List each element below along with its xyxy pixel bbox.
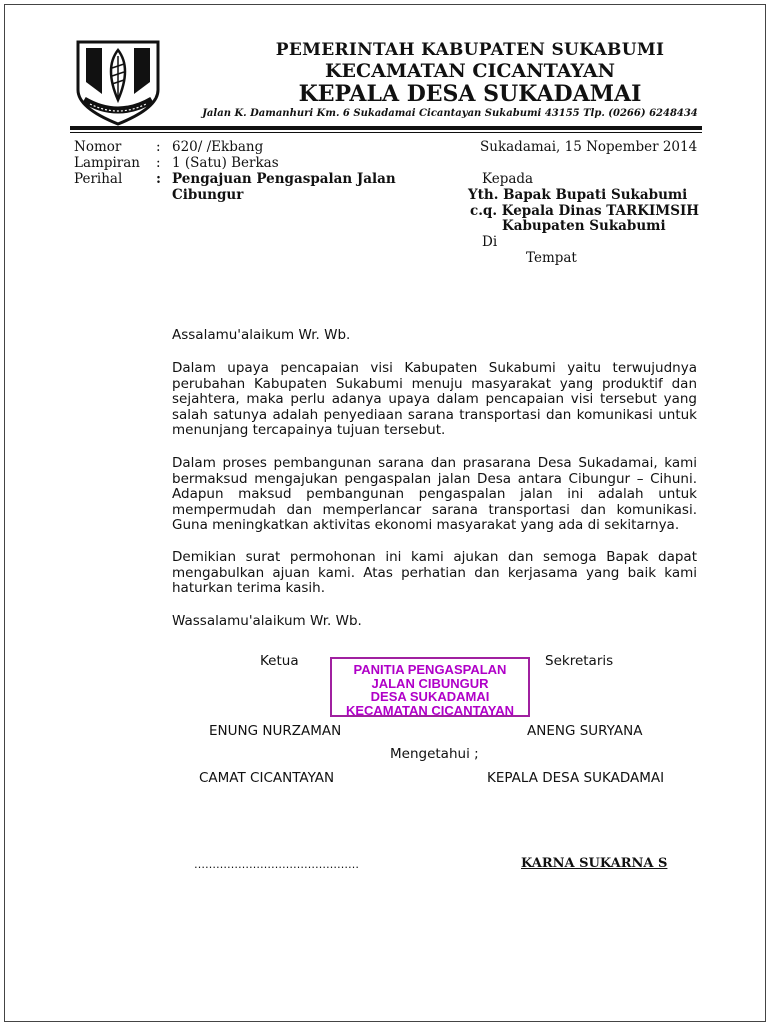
recipient-cq: c.q. Kepala Dinas TARKIMSIH xyxy=(470,203,700,219)
camat-signature-blank: ……………………………………… xyxy=(194,858,359,871)
nomor-label: Nomor xyxy=(74,139,122,155)
sekretaris-title: Sekretaris xyxy=(545,653,614,669)
lampiran-value: 1 (Satu) Berkas xyxy=(172,155,279,171)
camat-title: CAMAT CICANTAYAN xyxy=(199,770,335,786)
letterhead-address: Jalan K. Damanhuri Km. 6 Sukadamai Cicantayan Sukabumi 43155 Tlp. (0266) 6248434 xyxy=(202,108,698,119)
recipient-kepada: Kepada xyxy=(482,171,534,187)
committee-stamp xyxy=(330,657,530,717)
letterhead-district: KECAMATAN CICANTAYAN xyxy=(324,60,615,82)
recipient-di: Di xyxy=(482,234,498,250)
recipient-tempat: Tempat xyxy=(526,250,577,266)
letterhead-rule-thick xyxy=(70,126,702,130)
letterhead-government: PEMERINTAH KABUPATEN SUKABUMI xyxy=(275,40,665,60)
paragraph-1: Dalam upaya pencapaian visi Kabupaten Sukabumi yaitu terwujudnya perubahan Kabupaten Sukabumi menuju masyarakat yang produktif dan sejahtera, maka perlu adanya upaya dalam pencapaian visi tersebut yang salah satunya adalah penyediaan sarana transportasi dan komunikasi untuk menunjang tercapainya tujuan tersebut. xyxy=(172,360,697,438)
mengetahui-label: Mengetahui ; xyxy=(390,746,479,762)
stamp-line2: JALAN CIBUNGUR xyxy=(371,675,489,691)
perihal-label: Perihal xyxy=(74,171,123,187)
stamp-line4: KECAMATAN CICANTAYAN xyxy=(345,702,515,718)
letterhead xyxy=(170,40,700,122)
recipient-yth: Yth. Bapak Bupati Sukabumi xyxy=(468,187,688,203)
stamp-line1: PANITIA PENGASPALAN xyxy=(353,662,507,677)
kabupaten-emblem-logo xyxy=(72,38,164,126)
stamp-line3: DESA SUKADAMAI xyxy=(370,689,490,704)
perihal-colon: : xyxy=(156,171,161,187)
greeting: Assalamu'alaikum Wr. Wb. xyxy=(172,327,351,343)
ketua-name: ENUNG NURZAMAN xyxy=(209,723,342,739)
kepala-desa-title: KEPALA DESA SUKADAMAI xyxy=(487,770,665,786)
ketua-title: Ketua xyxy=(260,653,299,669)
closing-greeting: Wassalamu'alaikum Wr. Wb. xyxy=(172,613,362,629)
nomor-value: 620/ /Ekbang xyxy=(172,139,264,155)
recipient-kabupaten: Kabupaten Sukabumi xyxy=(502,218,666,234)
kepala-desa-name: KARNA SUKARNA S xyxy=(521,856,668,871)
letterhead-office: KEPALA DESA SUKADAMAI xyxy=(298,81,642,107)
lampiran-colon: : xyxy=(156,155,161,171)
paragraph-2: Dalam proses pembangunan sarana dan prasarana Desa Sukadamai, kami bermaksud mengajukan pengaspalan jalan Desa antara Cibungur – Cihuni. Adapun maksud pembangunan pengaspalan jalan ini adalah untuk mempermudah dan memperlancar sarana transportasi dan komunikasi. Guna meningkatkan aktivitas ekonomi masyarakat yang ada di sekitarnya. xyxy=(172,455,697,533)
sekretaris-name: ANENG SURYANA xyxy=(527,723,643,739)
letter-date: Sukadamai, 15 Nopember 2014 xyxy=(480,139,698,155)
nomor-colon: : xyxy=(156,139,161,155)
lampiran-label: Lampiran xyxy=(74,155,140,171)
letterhead-rule-thin xyxy=(70,132,702,133)
perihal-value-line1: Pengajuan Pengaspalan Jalan xyxy=(172,171,396,187)
paragraph-3: Demikian surat permohonan ini kami ajukan dan semoga Bapak dapat mengabulkan ajuan kami. Atas perhatian dan kerjasama yang baik kami haturkan terima kasih. xyxy=(172,549,697,596)
perihal-value-line2: Cibungur xyxy=(172,187,244,203)
